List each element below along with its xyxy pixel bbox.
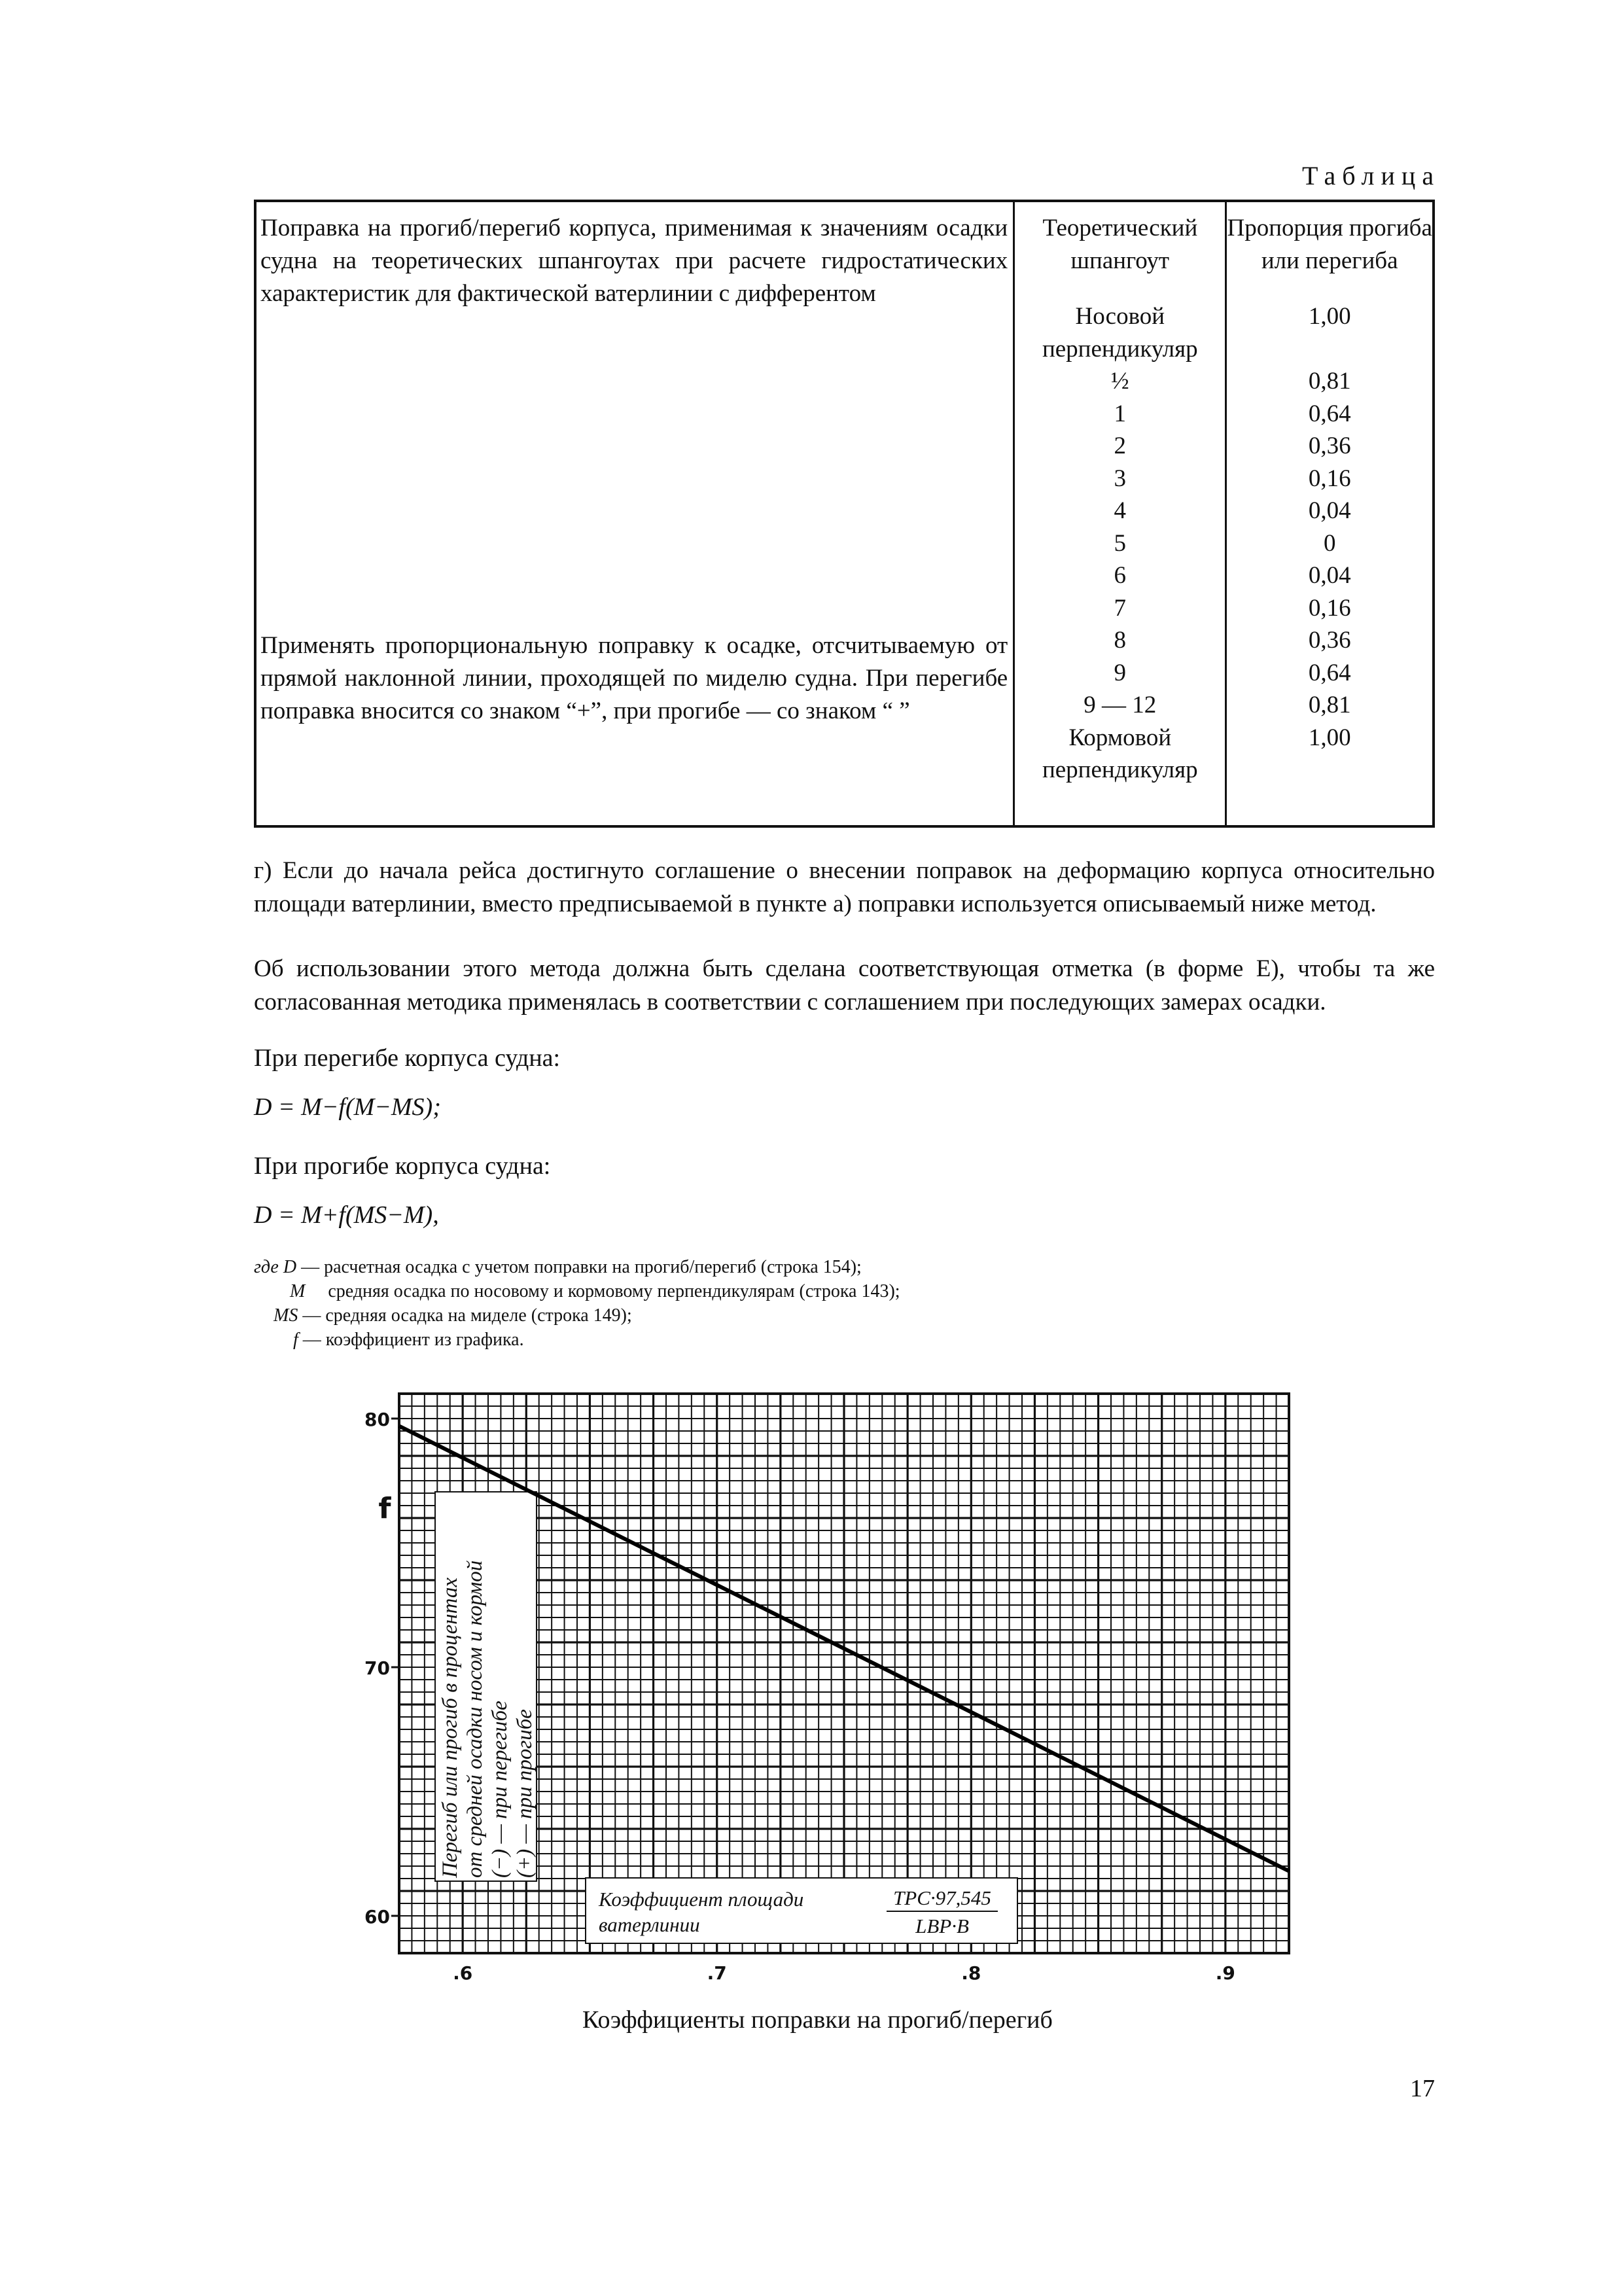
- y-tick-label: 80: [364, 1409, 390, 1430]
- y-tick-label: 70: [364, 1657, 390, 1679]
- formula-label: ватерлинии: [599, 1913, 700, 1936]
- hog-intro: При перегибе корпуса судна:: [254, 1044, 561, 1072]
- definition-m: M средняя осадка по носовому и кормовому перпендикулярам (строка 143);: [290, 1281, 900, 1301]
- paragraph-method-note: Об использовании этого метода должна быть сделана соответствующая отметка (в форме Е), чтобы та же согласованная методика применялась в соответствии с соглашением при последующих замерах осадки.: [254, 955, 1435, 1016]
- correction-chart: [353, 1381, 1302, 1989]
- frame-cell: 5: [1114, 529, 1127, 557]
- definition-d: где D — расчетная осадка с учетом поправки на прогиб/перегиб (строка 154);: [254, 1257, 862, 1277]
- hog-formula: D = M−f(M−MS);: [254, 1093, 441, 1121]
- frame-list: [1015, 300, 1225, 786]
- frame-cell: 2: [1114, 433, 1127, 459]
- proportion-cell: 1,00: [1308, 303, 1351, 330]
- sag-intro: При прогибе корпуса судна:: [254, 1152, 551, 1180]
- sag-formula: D = M+f(MS−M),: [254, 1201, 439, 1229]
- frame-cell: 8: [1114, 627, 1127, 654]
- proportion-cell: 1,00: [1308, 724, 1351, 751]
- annotation-text: от средней осадки носом и кормой: [463, 1560, 487, 1878]
- chart-svg: [353, 1381, 1302, 1989]
- frame-cell: 3: [1114, 465, 1127, 492]
- proportion-cell: 0,64: [1308, 659, 1351, 686]
- definition-f: f — коэффициент из графика.: [293, 1330, 524, 1350]
- annotation-text: (−) — при перегибе: [488, 1701, 512, 1878]
- proportion-cell: 0,16: [1308, 465, 1351, 492]
- definitions-list: [254, 1255, 900, 1352]
- x-tick-label: .7: [707, 1962, 727, 1984]
- frame-cell: 9 — 12: [1084, 692, 1157, 718]
- proportion-cell: 0,04: [1308, 497, 1351, 524]
- proportion-cell: 0,04: [1308, 562, 1351, 589]
- correction-table: [254, 200, 1435, 828]
- proportion-cell: 0,81: [1308, 692, 1351, 718]
- description-bottom-text: Применять пропорциональную поправку к осадке, отсчитываемую от прямой наклонной линии, проходящей по миделю судна. При перегибе поправка вносится со знаком “+”, при прогибе — со знаком “ ”: [260, 632, 1008, 724]
- formula-label: Коэффициент площади: [599, 1888, 804, 1911]
- proportion-cell: 0,36: [1308, 627, 1351, 654]
- annotation-text: (+) — при прогибе: [513, 1709, 537, 1878]
- proportion-cell: 0: [1323, 529, 1336, 557]
- proportion-column: [1226, 201, 1434, 826]
- description-cell: [255, 201, 1014, 826]
- table-caption: Таблица: [1302, 161, 1441, 190]
- y-tick-label: 60: [364, 1906, 390, 1928]
- frame-cell: 4: [1114, 497, 1127, 524]
- proportion-cell: 0,64: [1308, 400, 1351, 427]
- frame-cell: Носовой перпендикуляр: [1042, 303, 1198, 362]
- paragraph-g: г) Если до начала рейса достигнуто соглашение о внесении поправок на деформацию корпуса относительно площади ватерлинии, вместо предписываемой в пункте а) поправки используется описываемый ниже метод.: [254, 857, 1435, 917]
- frame-cell: Кормовой перпендикуляр: [1042, 724, 1198, 783]
- figure-caption: Коэффициенты поправки на прогиб/перегиб: [582, 2006, 1053, 2034]
- frame-cell: 1: [1114, 400, 1127, 427]
- formula-numerator: TPC·97,545: [893, 1886, 991, 1909]
- annotation-text: Перегиб или прогиб в процентах: [438, 1577, 462, 1878]
- x-tick-label: .9: [1215, 1962, 1235, 1984]
- description-top-text: Поправка на прогиб/перегиб корпуса, применимая к значениям осадки судна на теоретических шпангоутах при расчете гидростатических характеристик для фактической ватерлинии с дифферентом: [260, 215, 1008, 307]
- x-tick-label: .8: [961, 1962, 981, 1984]
- proportion-header: Пропорция прогиба или перегиба: [1227, 215, 1432, 274]
- y-axis-label: f: [378, 1492, 391, 1525]
- proportion-cell: 0,81: [1308, 368, 1351, 395]
- frame-cell: 6: [1114, 562, 1127, 589]
- frame-cell: 7: [1114, 594, 1127, 622]
- proportion-list: [1227, 300, 1432, 786]
- definition-ms: MS — средняя осадка на миделе (строка 149);: [273, 1305, 632, 1326]
- frame-header: Теоретический шпангоут: [1042, 215, 1198, 274]
- proportion-cell: 0,16: [1308, 594, 1351, 622]
- proportion-cell: 0,36: [1308, 433, 1351, 459]
- x-tick-label: .6: [453, 1962, 473, 1984]
- formula-denominator: LBP·B: [915, 1915, 969, 1937]
- page-number: 17: [1410, 2075, 1435, 2102]
- frame-column: [1014, 201, 1226, 826]
- frame-cell: ½: [1110, 368, 1129, 395]
- frame-cell: 9: [1114, 659, 1127, 686]
